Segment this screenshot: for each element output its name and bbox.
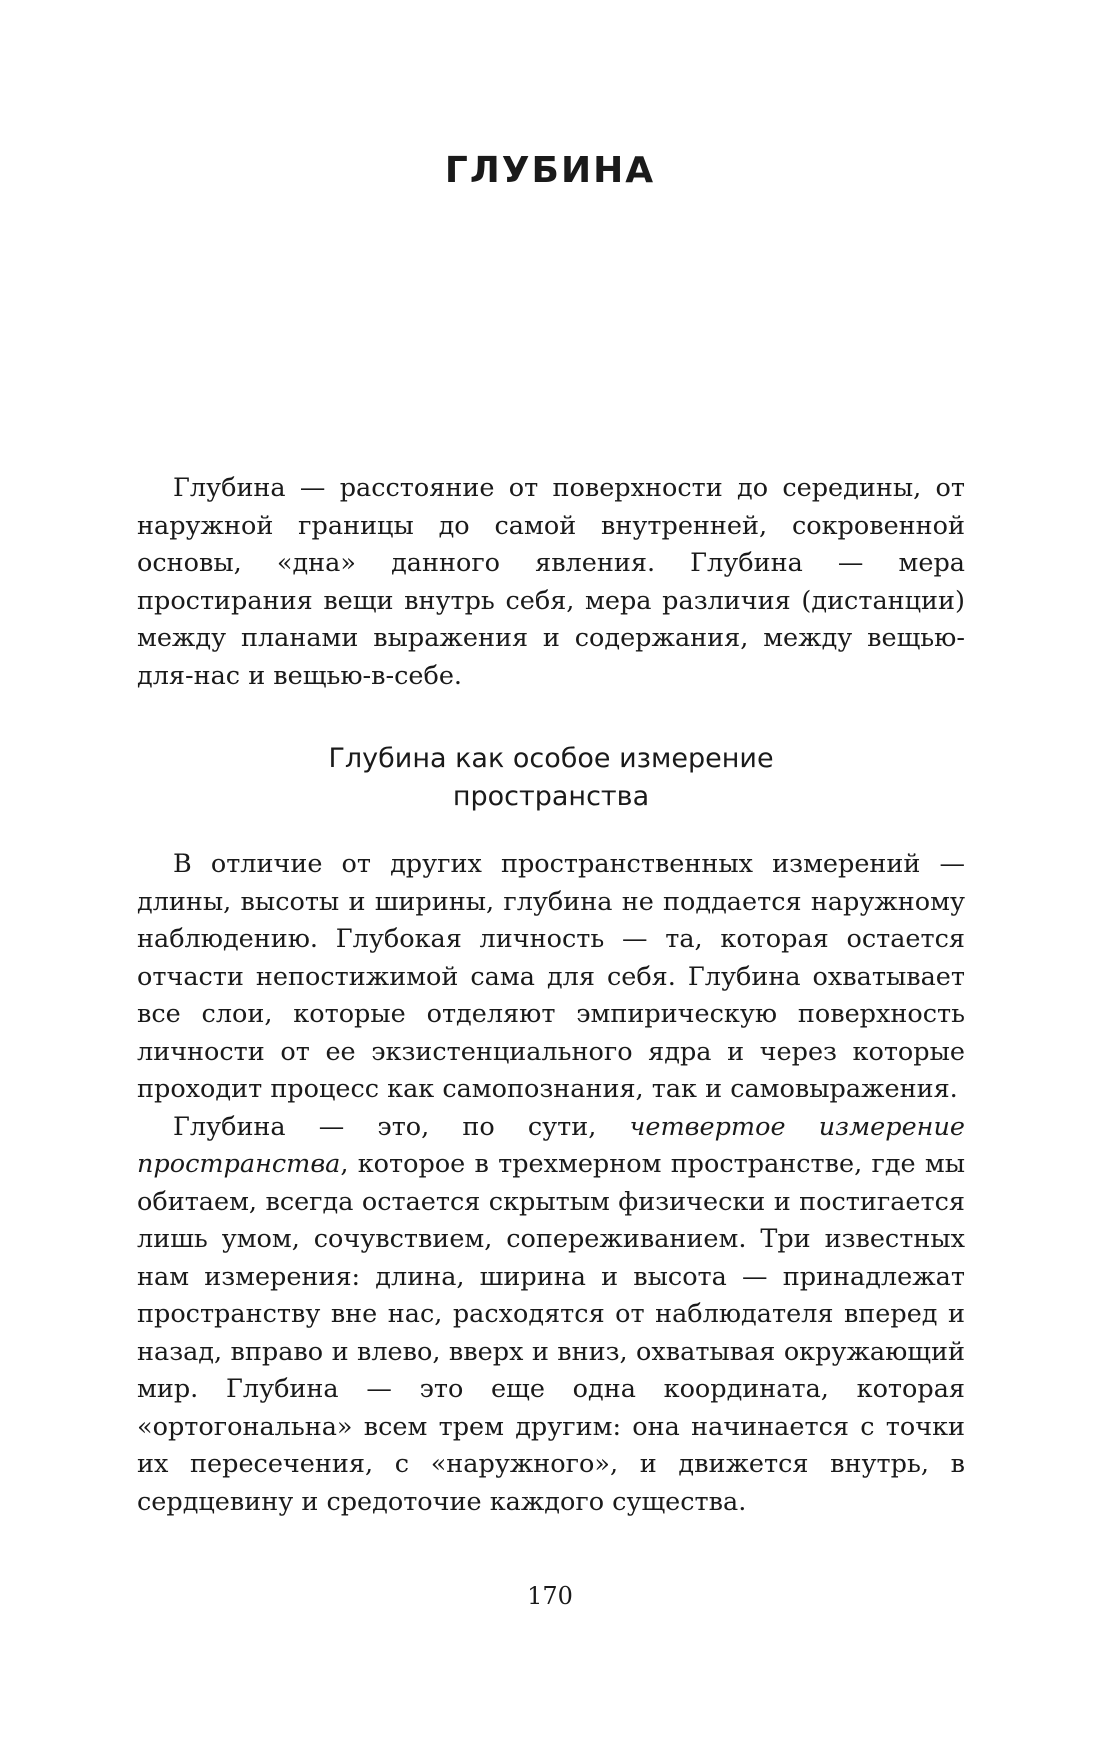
intro-paragraph: Глубина — расстояние от поверхности до середины, от наружной границы до самой внутренней, сокровенной основы, «дна» данного явления. Глубина — мера простирания вещи внутрь себя, мера различия (дистанции) между планами выражения и содержания, между вещью-для-нас и вещью-в-себе. bbox=[137, 473, 965, 691]
section-heading-line-1: Глубина как особое измерение bbox=[328, 743, 774, 774]
section-text bbox=[137, 846, 965, 1521]
paragraph-2-start: Глубина — это, по сути, bbox=[173, 1111, 630, 1142]
page-number: 170 bbox=[527, 1582, 573, 1610]
intro-text bbox=[137, 470, 965, 695]
section-heading-line-2: пространства bbox=[452, 781, 650, 812]
section-paragraph-1: В отличие от других пространственных измерений — длины, высоты и ширины, глубина не поддается наружному наблюдению. Глубокая личность — та, которая остается отчасти непостижимой сама для себя. Глубина охватывает все слои, которые отделяют эмпирическую поверхность личности от ее экзистенциального ядра и через которые проходит процесс как самопознания, так и самовыражения. bbox=[137, 849, 965, 1104]
paragraph-2-emphasis: четвертое измерение пространства bbox=[137, 1111, 965, 1179]
section-paragraph-2 bbox=[137, 1109, 965, 1522]
paragraph-2-rest: , которое в трехмерном пространстве, где мы обитаем, всегда остается скрытым физически и постигается лишь умом, сочувствием, сопереживанием. Три известных нам измерения: длина, ширина и высота — принадлежат пространству вне нас, расходятся от наблюдателя вперед и назад, вправо и влево, вверх и вниз, охватывая окружающий мир. Глубина — это еще одна координата, которая «ортогональна» всем трем другим: она начинается с точки их пересечения, с «наружного», и движется внутрь, в сердцевину и средоточие каждого существа. bbox=[137, 1149, 965, 1517]
section-heading bbox=[137, 740, 965, 816]
chapter-title: ГЛУБИНА bbox=[444, 150, 656, 191]
